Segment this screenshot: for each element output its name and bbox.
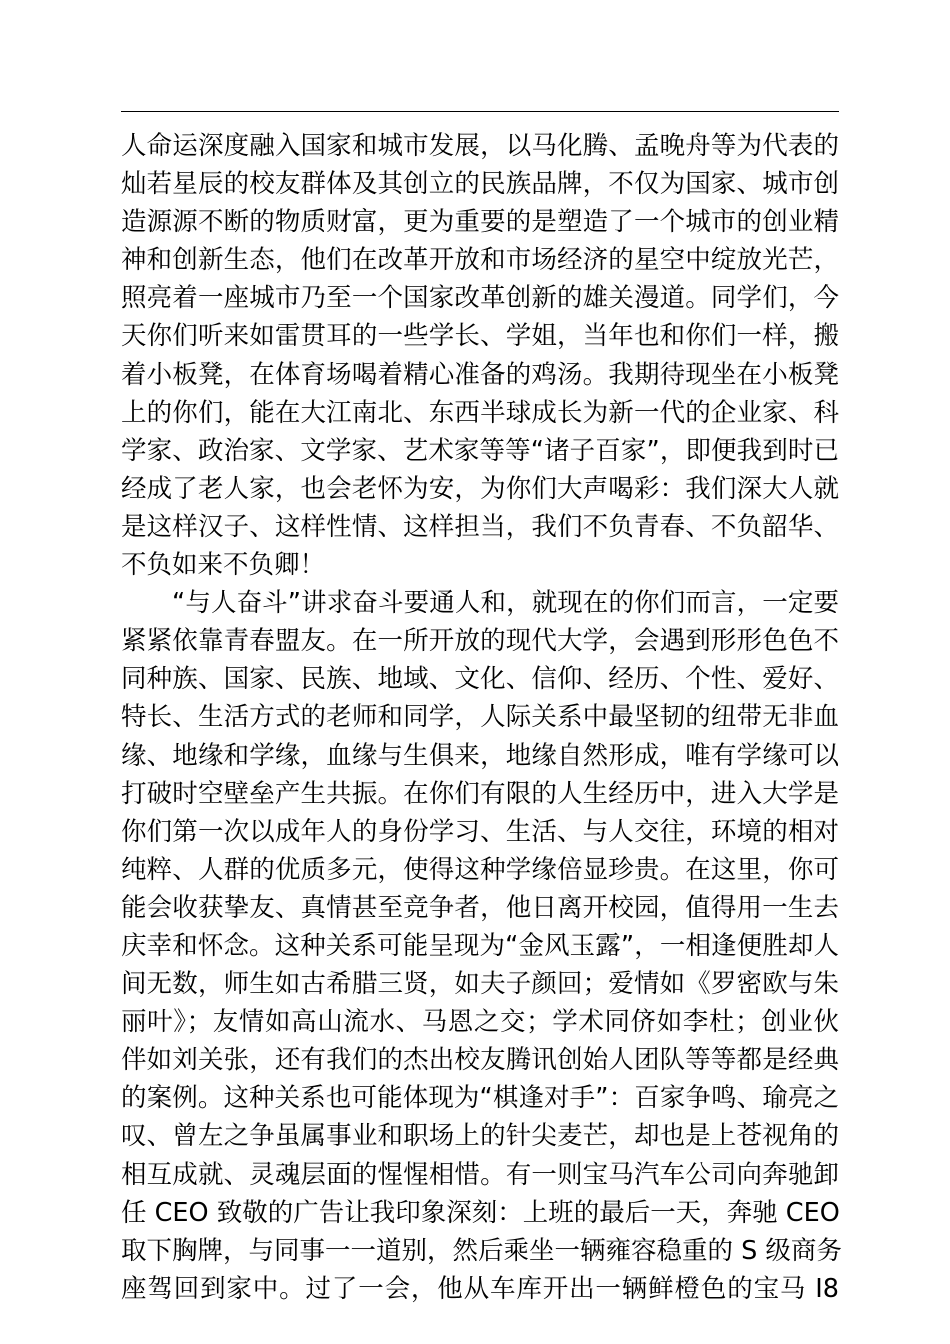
text-line: 特长、生活方式的老师和同学，人际关系中最坚韧的纽带无非血	[121, 702, 839, 733]
text-line: 庆幸和怀念。这种关系可能呈现为“金风玉露”，一相逢便胜却人	[121, 930, 839, 961]
text-line: 学家、政治家、文学家、艺术家等等“诸子百家”，即便我到时已	[121, 435, 839, 466]
text-line: 的案例。这种关系也可能体现为“棋逢对手”：百家争鸣、瑜亮之	[121, 1083, 839, 1114]
text-line: 不负如来不负卿！	[121, 550, 326, 581]
text-line: 紧紧依靠青春盟友。在一所开放的现代大学，会遇到形形色色不	[121, 626, 839, 657]
text-line: 丽叶》；友情如高山流水、马恩之交；学术同侪如李杜；创业伙	[121, 1007, 839, 1038]
text-line: 纯粹、人群的优质多元，使得这种学缘倍显珍贵。在这里，你可	[121, 854, 839, 885]
text-line: 造源源不断的物质财富，更为重要的是塑造了一个城市的创业精	[121, 207, 839, 238]
text-line: 相互成就、灵魂层面的惺惺相惜。有一则宝马汽车公司向奔驰卸	[121, 1159, 839, 1190]
text-line: 人命运深度融入国家和城市发展，以马化腾、孟晚舟等为代表的	[121, 131, 839, 161]
text-line: 你们第一次以成年人的身份学习、生活、与人交往，环境的相对	[121, 816, 839, 847]
paragraph-1	[121, 127, 839, 584]
text-line: 天你们听来如雷贯耳的一些学长、学姐，当年也和你们一样，搬	[121, 321, 839, 352]
document-body	[121, 127, 842, 1308]
text-line: 照亮着一座城市乃至一个国家改革创新的雄关漫道。同学们，今	[121, 283, 839, 314]
text-line: 神和创新生态，他们在改革开放和市场经济的星空中绽放光芒，	[121, 245, 839, 276]
text-line: 伴如刘关张，还有我们的杰出校友腾讯创始人团队等等都是经典	[121, 1045, 839, 1076]
text-line: 缘、地缘和学缘，血缘与生俱来，地缘自然形成，唯有学缘可以	[121, 740, 839, 771]
text-line: 能会收获挚友、真情甚至竞争者，他日离开校园，值得用一生去	[121, 892, 839, 923]
text-line: 任 CEO 致敬的广告让我印象深刻：上班的最后一天，奔驰 CEO	[121, 1197, 840, 1228]
text-line: 同种族、国家、民族、地域、文化、信仰、经历、个性、爱好、	[121, 664, 839, 695]
text-line: 叹、曾左之争虽属事业和职场上的针尖麦芒，却也是上苍视角的	[121, 1121, 839, 1152]
header-rule	[121, 111, 839, 112]
text-line: 座驾回到家中。过了一会，他从车库开出一辆鲜橙色的宝马 I8	[121, 1273, 839, 1304]
text-line: 灿若星辰的校友群体及其创立的民族品牌，不仅为国家、城市创	[121, 169, 839, 200]
text-line: 是这样汉子、这样性情、这样担当，我们不负青春、不负韶华、	[121, 511, 839, 542]
text-line: 间无数，师生如古希腊三贤，如夫子颜回；爱情如《罗密欧与朱	[121, 969, 839, 1000]
paragraph-2	[121, 584, 842, 1308]
text-line: 取下胸牌，与同事一一道别，然后乘坐一辆雍容稳重的 S 级商务	[121, 1235, 842, 1266]
text-line: 经成了老人家，也会老怀为安，为你们大声喝彩：我们深大人就	[121, 473, 839, 504]
text-line: 上的你们，能在大江南北、东西半球成长为新一代的企业家、科	[121, 397, 839, 428]
text-line: 打破时空壁垒产生共振。在你们有限的人生经历中，进入大学是	[121, 778, 839, 809]
text-line: 着小板凳，在体育场喝着精心准备的鸡汤。我期待现坐在小板凳	[121, 359, 839, 390]
text-line: “与人奋斗”讲求奋斗要通人和，就现在的你们而言，一定要	[172, 588, 839, 619]
